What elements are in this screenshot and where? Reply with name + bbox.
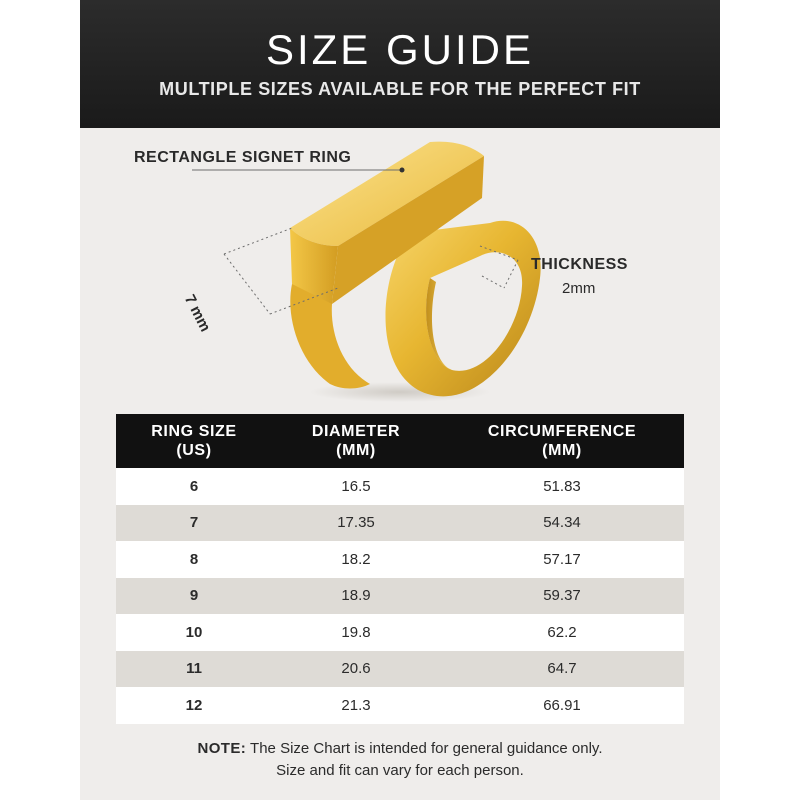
cell-size: 9 <box>116 578 272 615</box>
thickness-label: THICKNESS <box>531 256 628 273</box>
table-row <box>116 651 684 688</box>
thickness-value: 2mm <box>562 280 596 297</box>
cell-circumference: 51.83 <box>440 468 684 505</box>
note-line-2: Size and fit can vary for each person. <box>276 762 524 779</box>
cell-diameter: 21.3 <box>272 687 440 724</box>
cell-size: 8 <box>116 541 272 578</box>
table-row <box>116 505 684 542</box>
cell-diameter: 17.35 <box>272 505 440 542</box>
width-label: 7 mm <box>180 292 214 335</box>
cell-diameter: 20.6 <box>272 651 440 688</box>
cell-size: 12 <box>116 687 272 724</box>
cell-circumference: 66.91 <box>440 687 684 724</box>
note-line-1: The Size Chart is intended for general guidance only. <box>246 740 603 757</box>
cell-size: 7 <box>116 505 272 542</box>
table-row <box>116 541 684 578</box>
header-banner <box>80 0 720 128</box>
name-callout-dot <box>400 168 405 173</box>
table-row <box>116 687 684 724</box>
cell-diameter: 18.9 <box>272 578 440 615</box>
header-circumference <box>440 414 684 468</box>
table-row <box>116 614 684 651</box>
header-diameter-line1: DIAMETER <box>311 423 401 440</box>
subtitle-part-3: AVAILABLE FOR THE PERFECT FIT <box>313 79 641 99</box>
page-title: SIZE GUIDE <box>265 26 535 73</box>
header-diameter <box>272 414 440 468</box>
size-guide-card <box>80 0 720 800</box>
cell-circumference: 54.34 <box>440 505 684 542</box>
subtitle-part-1: MULTIPLE <box>159 79 259 99</box>
cell-size: 6 <box>116 468 272 505</box>
cell-circumference: 57.17 <box>440 541 684 578</box>
cell-circumference: 59.37 <box>440 578 684 615</box>
header-circumference-line2: (MM) <box>542 442 582 459</box>
header-circumference-line1: CIRCUMFERENCE <box>487 423 637 440</box>
header-ring-size-line2: (US) <box>176 442 212 459</box>
cell-diameter: 16.5 <box>272 468 440 505</box>
note-label: NOTE: <box>197 740 247 757</box>
width-dimension-line <box>224 254 270 314</box>
cell-size: 10 <box>116 614 272 651</box>
header-ring-size <box>116 414 272 468</box>
page-subtitle <box>80 78 720 100</box>
table-row <box>116 578 684 615</box>
cell-diameter: 19.8 <box>272 614 440 651</box>
cell-size: 11 <box>116 651 272 688</box>
header-ring-size-line1: RING SIZE <box>151 423 237 440</box>
product-illustration <box>80 128 720 414</box>
subtitle-part-2: SIZES <box>258 79 314 99</box>
disclaimer-note <box>80 738 720 782</box>
product-name-label: RECTANGLE SIGNET RING <box>134 149 352 166</box>
table-row <box>116 468 684 505</box>
cell-circumference: 64.7 <box>440 651 684 688</box>
cell-circumference: 62.2 <box>440 614 684 651</box>
width-extension-top <box>224 228 292 254</box>
size-table <box>116 414 684 724</box>
cell-diameter: 18.2 <box>272 541 440 578</box>
table-header-row <box>116 414 684 468</box>
header-diameter-line2: (MM) <box>336 442 376 459</box>
